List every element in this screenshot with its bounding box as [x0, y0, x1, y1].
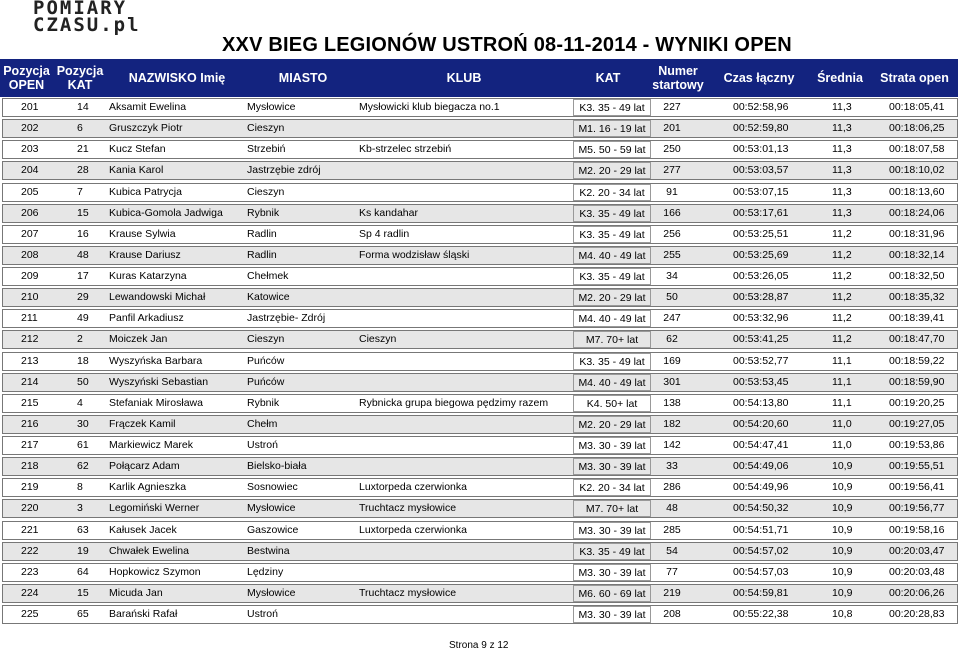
cell-time: 00:54:49,96 — [733, 481, 789, 494]
cell-pos-open: 223 — [21, 565, 39, 578]
cell-pos-kat: 2 — [77, 333, 83, 346]
cell-avg: 11,0 — [832, 417, 852, 430]
cell-avg: 11,3 — [832, 122, 852, 135]
table-row — [2, 457, 958, 476]
cell-bib: 255 — [663, 248, 681, 261]
cell-bib: 62 — [666, 333, 678, 346]
cell-city: Ustroń — [247, 608, 278, 620]
cell-time: 00:54:13,80 — [733, 396, 789, 409]
cell-pos-open: 221 — [21, 523, 39, 536]
cell-kat: K3. 35 - 49 lat — [573, 226, 651, 243]
cell-pos-open: 201 — [21, 101, 39, 113]
cell-club: Sp 4 radlin — [359, 227, 410, 240]
cell-pos-open: 212 — [21, 333, 39, 346]
cell-pos-open: 224 — [21, 586, 39, 599]
cell-kat: M1. 16 - 19 lat — [573, 120, 651, 137]
cell-city: Chełmek — [247, 270, 289, 282]
cell-loss: 00:19:20,25 — [889, 396, 945, 409]
cell-avg: 11,2 — [832, 291, 852, 304]
cell-club — [359, 184, 574, 201]
cell-club — [359, 416, 574, 433]
cell-pos-open: 222 — [21, 544, 39, 557]
cell-avg: 10,9 — [832, 502, 853, 515]
table-row — [2, 542, 958, 561]
cell-loss: 00:20:06,26 — [889, 586, 945, 599]
cell-kat: M4. 40 - 49 lat — [573, 310, 651, 327]
cell-name: Markiewicz Marek — [109, 439, 194, 451]
logo-line-2: CZASU.pl — [33, 14, 141, 36]
cell-time: 00:54:57,02 — [733, 544, 789, 557]
cell-time: 00:53:25,51 — [733, 227, 789, 240]
cell-city: Katowice — [247, 291, 290, 304]
cell-kat: K3. 35 - 49 lat — [573, 99, 651, 116]
cell-club — [359, 374, 574, 391]
table-row — [2, 288, 958, 307]
cell-name: Kałusek Jacek — [109, 523, 177, 536]
cell-kat: K2. 20 - 34 lat — [573, 479, 651, 496]
header-loss: Strata open — [880, 71, 949, 85]
table-row — [2, 98, 958, 117]
table-row — [2, 499, 958, 518]
cell-time: 00:53:26,05 — [733, 270, 789, 282]
cell-club: Luxtorpeda czerwionka — [359, 481, 467, 494]
table-row — [2, 267, 958, 286]
cell-bib: 208 — [663, 608, 681, 620]
cell-kat: M2. 20 - 29 lat — [573, 162, 651, 179]
cell-loss: 00:19:55,51 — [889, 460, 945, 473]
cell-name: Kubica-Gomola Jadwiga — [109, 206, 223, 219]
cell-pos-kat: 29 — [77, 291, 89, 304]
cell-loss: 00:18:31,96 — [889, 227, 945, 240]
cell-pos-open: 219 — [21, 481, 39, 494]
cell-kat: M7. 70+ lat — [573, 500, 651, 517]
page-number: Strona 9 z 12 — [449, 640, 509, 651]
cell-bib: 250 — [663, 143, 681, 156]
table-row — [2, 183, 958, 202]
cell-name: Kucz Stefan — [109, 143, 166, 156]
cell-city: Rybnik — [247, 396, 280, 409]
cell-name: Barański Rafał — [109, 608, 178, 620]
cell-name: Kania Karol — [109, 164, 164, 177]
header-name: NAZWISKO Imię — [128, 71, 226, 85]
cell-loss: 00:18:32,50 — [889, 270, 945, 282]
header-kat: KAT — [595, 71, 621, 85]
cell-pos-kat: 15 — [77, 586, 89, 599]
cell-avg: 11,3 — [832, 185, 852, 198]
table-header — [0, 59, 958, 97]
cell-city: Jastrzębie- Zdrój — [247, 312, 326, 325]
cell-loss: 00:20:03,48 — [889, 565, 945, 578]
cell-avg: 10,9 — [832, 544, 853, 557]
cell-bib: 285 — [663, 523, 681, 536]
cell-loss: 00:18:59,22 — [889, 354, 945, 367]
cell-kat: M3. 30 - 39 lat — [573, 458, 651, 475]
cell-bib: 50 — [666, 291, 678, 304]
cell-pos-kat: 30 — [77, 417, 89, 430]
cell-city: Cieszyn — [247, 185, 285, 198]
cell-city: Mysłowice — [247, 586, 296, 599]
header-pos-kat: Pozycja KAT — [56, 64, 104, 92]
cell-loss: 00:18:05,41 — [889, 101, 945, 113]
logo-line-1: POMIARY — [33, 0, 128, 19]
cell-bib: 247 — [663, 312, 681, 325]
cell-avg: 11,3 — [832, 143, 852, 156]
cell-pos-open: 208 — [21, 248, 39, 261]
cell-loss: 00:18:24,06 — [889, 206, 945, 219]
page-title: XXV BIEG LEGIONÓW USTROŃ 08-11-2014 - WYNIKI OPEN — [222, 34, 792, 56]
cell-pos-open: 213 — [21, 354, 39, 367]
cell-pos-open: 206 — [21, 206, 39, 219]
cell-kat: K3. 35 - 49 lat — [573, 543, 651, 560]
table-row — [2, 204, 958, 223]
cell-bib: 166 — [663, 206, 681, 219]
table-row — [2, 246, 958, 265]
cell-avg: 10,9 — [832, 523, 853, 536]
cell-time: 00:54:51,71 — [733, 523, 789, 536]
cell-bib: 219 — [663, 586, 681, 599]
cell-loss: 00:18:59,90 — [889, 375, 945, 388]
cell-avg: 11,2 — [832, 248, 852, 261]
cell-name: Panfil Arkadiusz — [109, 312, 184, 325]
cell-loss: 00:19:58,16 — [889, 523, 945, 536]
cell-pos-open: 215 — [21, 396, 39, 409]
cell-name: Lewandowski Michał — [109, 291, 206, 304]
cell-time: 00:53:32,96 — [733, 312, 789, 325]
cell-avg: 11,1 — [832, 375, 852, 388]
cell-avg: 11,3 — [832, 206, 852, 219]
cell-name: Stefaniak Mirosława — [109, 396, 203, 409]
cell-loss: 00:18:39,41 — [889, 312, 945, 325]
cell-pos-kat: 3 — [77, 502, 83, 515]
cell-bib: 286 — [663, 481, 681, 494]
cell-bib: 138 — [663, 396, 681, 409]
cell-avg: 11,3 — [832, 101, 852, 113]
cell-club — [359, 289, 574, 306]
cell-pos-kat: 21 — [77, 143, 89, 156]
cell-time: 00:53:25,69 — [733, 248, 789, 261]
cell-bib: 277 — [663, 164, 681, 177]
cell-city: Bielsko-biała — [247, 460, 307, 473]
cell-bib: 301 — [663, 375, 681, 388]
header-pos-open: Pozycja OPEN — [3, 64, 50, 92]
cell-pos-kat: 64 — [77, 565, 89, 578]
cell-city: Chełm — [247, 417, 278, 430]
cell-bib: 142 — [663, 439, 681, 451]
table-row — [2, 330, 958, 349]
cell-pos-open: 202 — [21, 122, 39, 135]
header-avg: Średnia — [817, 71, 863, 85]
cell-pos-kat: 63 — [77, 523, 89, 536]
cell-city: Gaszowice — [247, 523, 299, 536]
cell-pos-open: 214 — [21, 375, 39, 388]
table-row — [2, 436, 958, 455]
cell-loss: 00:18:47,70 — [889, 333, 945, 346]
cell-bib: 169 — [663, 354, 681, 367]
cell-loss: 00:20:28,83 — [889, 608, 945, 620]
cell-time: 00:55:22,38 — [733, 608, 789, 620]
cell-pos-kat: 50 — [77, 375, 89, 388]
cell-kat: M4. 40 - 49 lat — [573, 374, 651, 391]
cell-loss: 00:18:13,60 — [889, 185, 945, 198]
table-row — [2, 478, 958, 497]
table-row — [2, 161, 958, 180]
cell-club — [359, 543, 574, 560]
cell-city: Puńców — [247, 375, 285, 388]
cell-name: Połącarz Adam — [109, 460, 180, 473]
cell-time: 00:54:49,06 — [733, 460, 789, 473]
cell-avg: 11,2 — [832, 312, 852, 325]
cell-club — [359, 268, 574, 285]
cell-kat: M3. 30 - 39 lat — [573, 437, 651, 454]
cell-pos-kat: 48 — [77, 248, 89, 261]
cell-name: Frączek Kamil — [109, 417, 176, 430]
cell-name: Wyszyńska Barbara — [109, 354, 203, 367]
header-time: Czas łączny — [723, 71, 795, 85]
table-row — [2, 521, 958, 540]
cell-club — [359, 120, 574, 137]
cell-name: Kubica Patrycja — [109, 185, 182, 198]
cell-city: Puńców — [247, 354, 285, 367]
header-club: KLUB — [446, 71, 482, 85]
cell-time: 00:53:17,61 — [733, 206, 789, 219]
cell-pos-open: 209 — [21, 270, 39, 282]
cell-city: Rybnik — [247, 206, 280, 219]
cell-name: Gruszczyk Piotr — [109, 122, 183, 135]
cell-club: Forma wodzisław śląski — [359, 248, 470, 261]
cell-club — [359, 353, 574, 370]
cell-loss: 00:18:32,14 — [889, 248, 945, 261]
cell-pos-open: 205 — [21, 185, 39, 198]
cell-loss: 00:19:53,86 — [889, 439, 945, 451]
cell-club — [359, 162, 574, 179]
table-row — [2, 415, 958, 434]
cell-bib: 182 — [663, 417, 681, 430]
cell-time: 00:52:59,80 — [733, 122, 789, 135]
cell-name: Kuras Katarzyna — [109, 270, 187, 282]
cell-club — [359, 458, 574, 475]
cell-kat: M7. 70+ lat — [573, 331, 651, 348]
cell-club — [359, 437, 574, 454]
cell-kat: M4. 40 - 49 lat — [573, 247, 651, 264]
cell-name: Micuda Jan — [109, 586, 163, 599]
cell-bib: 227 — [663, 101, 681, 113]
cell-avg: 11,2 — [832, 227, 852, 240]
cell-bib: 77 — [666, 565, 678, 578]
cell-pos-kat: 28 — [77, 164, 89, 177]
cell-name: Aksamit Ewelina — [109, 101, 187, 113]
cell-time: 00:52:58,96 — [733, 101, 789, 113]
cell-kat: M3. 30 - 39 lat — [573, 606, 651, 623]
cell-bib: 48 — [666, 502, 678, 515]
table-row — [2, 563, 958, 582]
cell-loss: 00:18:07,58 — [889, 143, 945, 156]
cell-city: Sosnowiec — [247, 481, 298, 494]
cell-time: 00:53:52,77 — [733, 354, 789, 367]
cell-avg: 11,2 — [832, 333, 852, 346]
table-row — [2, 119, 958, 138]
cell-name: Krause Dariusz — [109, 248, 181, 261]
cell-time: 00:53:01,13 — [733, 143, 789, 156]
cell-time: 00:54:57,03 — [733, 565, 789, 578]
cell-bib: 34 — [666, 270, 678, 282]
cell-bib: 54 — [666, 544, 678, 557]
cell-city: Cieszyn — [247, 122, 285, 135]
cell-pos-kat: 8 — [77, 481, 83, 494]
table-row — [2, 225, 958, 244]
cell-loss: 00:18:10,02 — [889, 164, 945, 177]
cell-city: Ustroń — [247, 439, 278, 451]
cell-pos-open: 204 — [21, 164, 39, 177]
cell-avg: 10,9 — [832, 460, 853, 473]
cell-time: 00:54:20,60 — [733, 417, 789, 430]
cell-pos-kat: 61 — [77, 439, 89, 451]
cell-avg: 10,9 — [832, 565, 853, 578]
cell-bib: 33 — [666, 460, 678, 473]
cell-city: Bestwina — [247, 544, 290, 557]
cell-avg: 11,0 — [832, 439, 852, 451]
cell-time: 00:53:03,57 — [733, 164, 789, 177]
cell-loss: 00:19:27,05 — [889, 417, 945, 430]
cell-club: Mysłowicki klub biegacza no.1 — [359, 101, 500, 113]
cell-club: Ks kandahar — [359, 206, 418, 219]
pomiary-czasu-logo — [33, 0, 141, 34]
cell-club: Luxtorpeda czerwionka — [359, 523, 467, 536]
cell-pos-open: 211 — [21, 312, 38, 325]
table-row — [2, 605, 958, 624]
cell-club: Kb-strzelec strzebiń — [359, 143, 452, 156]
cell-loss: 00:19:56,77 — [889, 502, 945, 515]
table-row — [2, 394, 958, 413]
cell-name: Chwałek Ewelina — [109, 544, 189, 557]
cell-avg: 10,9 — [832, 481, 853, 494]
cell-club — [359, 606, 574, 623]
cell-name: Wyszyński Sebastian — [109, 375, 209, 388]
cell-avg: 11,1 — [832, 396, 852, 409]
cell-kat: K2. 20 - 34 lat — [573, 184, 651, 201]
cell-club — [359, 310, 574, 327]
cell-time: 00:54:47,41 — [733, 439, 789, 451]
cell-pos-kat: 7 — [77, 185, 83, 198]
cell-city: Jastrzębie zdrój — [247, 164, 321, 177]
cell-pos-kat: 6 — [77, 122, 83, 135]
cell-time: 00:53:07,15 — [733, 185, 789, 198]
cell-avg: 10,8 — [832, 608, 853, 620]
cell-pos-open: 203 — [21, 143, 39, 156]
cell-kat: M2. 20 - 29 lat — [573, 289, 651, 306]
cell-time: 00:53:28,87 — [733, 291, 789, 304]
cell-name: Moiczek Jan — [109, 333, 168, 346]
cell-pos-open: 220 — [21, 502, 39, 515]
cell-pos-kat: 14 — [77, 101, 89, 113]
cell-pos-kat: 65 — [77, 608, 89, 620]
cell-loss: 00:19:56,41 — [889, 481, 945, 494]
cell-club: Cieszyn — [359, 333, 397, 346]
cell-kat: K3. 35 - 49 lat — [573, 268, 651, 285]
cell-pos-kat: 17 — [77, 270, 89, 282]
cell-kat: M3. 30 - 39 lat — [573, 564, 651, 581]
cell-city: Strzebiń — [247, 143, 286, 156]
table-row — [2, 373, 958, 392]
cell-avg: 11,3 — [832, 164, 852, 177]
cell-pos-kat: 16 — [77, 227, 89, 240]
cell-kat: K4. 50+ lat — [573, 395, 651, 412]
results-table — [2, 98, 958, 626]
cell-pos-open: 207 — [21, 227, 39, 240]
cell-club — [359, 564, 574, 581]
cell-club: Truchtacz mysłowice — [359, 586, 457, 599]
cell-time: 00:53:41,25 — [733, 333, 789, 346]
cell-city: Mysłowice — [247, 502, 296, 515]
cell-club: Rybnicka grupa biegowa pędzimy razem — [359, 396, 549, 409]
cell-avg: 10,9 — [832, 586, 853, 599]
cell-pos-open: 218 — [21, 460, 39, 473]
cell-name: Legomiński Werner — [109, 502, 200, 515]
cell-pos-kat: 4 — [77, 396, 83, 409]
table-row — [2, 352, 958, 371]
cell-pos-open: 225 — [21, 608, 39, 620]
cell-city: Mysłowice — [247, 101, 296, 113]
cell-city: Cieszyn — [247, 333, 285, 346]
cell-pos-open: 210 — [21, 291, 39, 304]
table-row — [2, 584, 958, 603]
cell-bib: 256 — [663, 227, 681, 240]
table-row — [2, 309, 958, 328]
cell-loss: 00:18:06,25 — [889, 122, 945, 135]
cell-loss: 00:18:35,32 — [889, 291, 945, 304]
cell-bib: 91 — [666, 185, 678, 198]
cell-city: Lędziny — [247, 565, 284, 578]
cell-kat: M5. 50 - 59 lat — [573, 141, 651, 158]
cell-pos-kat: 15 — [77, 206, 89, 219]
cell-name: Krause Sylwia — [109, 227, 176, 240]
cell-city: Radlin — [247, 248, 277, 261]
cell-name: Hopkowicz Szymon — [109, 565, 201, 578]
cell-avg: 11,2 — [832, 270, 852, 282]
cell-time: 00:54:59,81 — [733, 586, 789, 599]
cell-pos-kat: 49 — [77, 312, 89, 325]
cell-kat: K3. 35 - 49 lat — [573, 353, 651, 370]
cell-pos-kat: 62 — [77, 460, 89, 473]
cell-time: 00:54:50,32 — [733, 502, 789, 515]
header-bib: Numer startowy — [652, 64, 704, 92]
cell-pos-open: 216 — [21, 417, 39, 430]
cell-kat: M2. 20 - 29 lat — [573, 416, 651, 433]
cell-name: Karlik Agnieszka — [109, 481, 187, 494]
table-row — [2, 140, 958, 159]
cell-pos-kat: 19 — [77, 544, 89, 557]
cell-pos-open: 217 — [21, 439, 39, 451]
cell-loss: 00:20:03,47 — [889, 544, 945, 557]
cell-club: Truchtacz mysłowice — [359, 502, 457, 515]
header-city: MIASTO — [278, 71, 328, 85]
cell-city: Radlin — [247, 227, 277, 240]
cell-bib: 201 — [663, 122, 681, 135]
cell-kat: M6. 60 - 69 lat — [573, 585, 651, 602]
cell-kat: M3. 30 - 39 lat — [573, 522, 651, 539]
cell-time: 00:53:53,45 — [733, 375, 789, 388]
cell-pos-kat: 18 — [77, 354, 89, 367]
cell-avg: 11,1 — [832, 354, 852, 367]
cell-kat: K3. 35 - 49 lat — [573, 205, 651, 222]
